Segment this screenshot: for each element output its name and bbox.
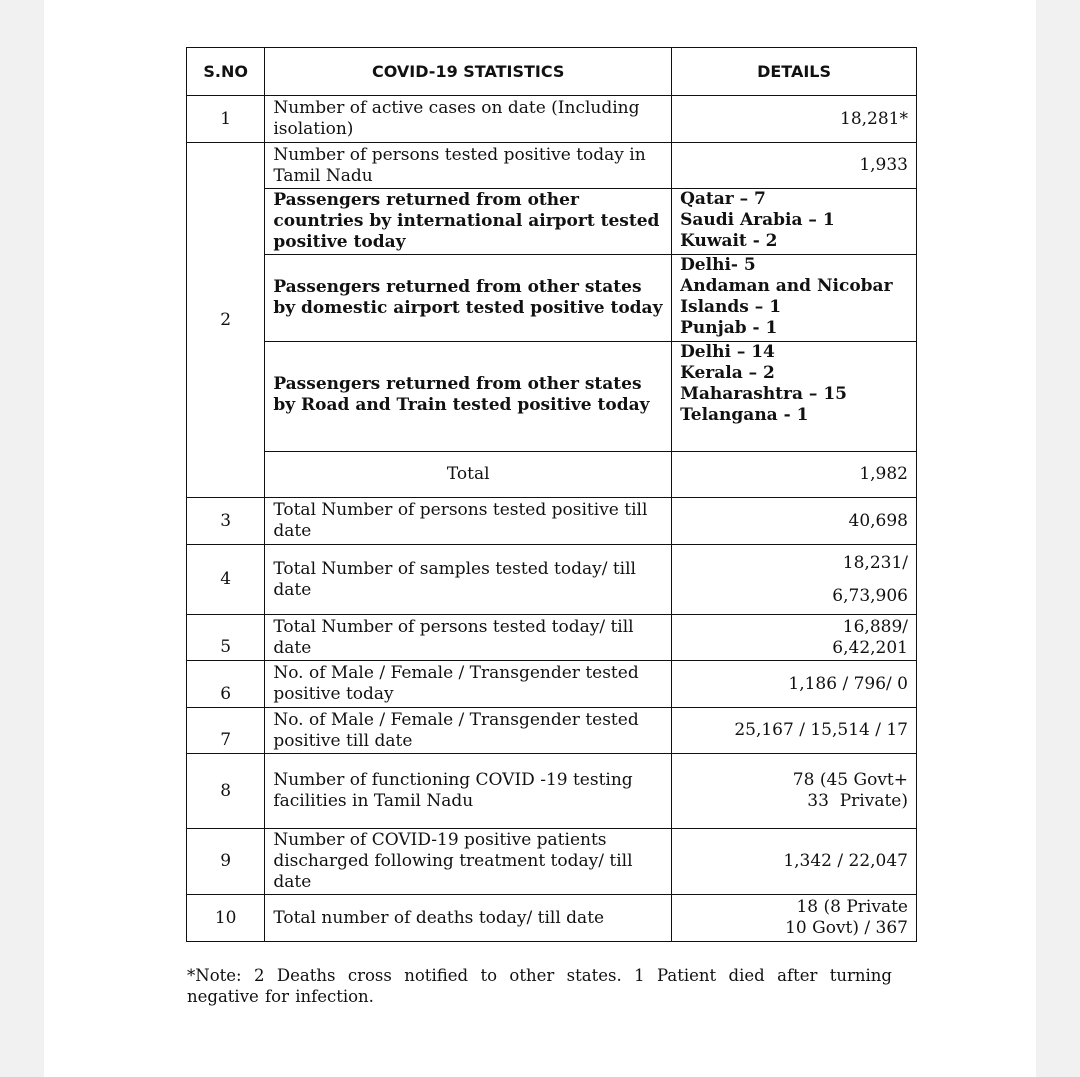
table-header-row xyxy=(187,48,917,96)
row-statistic: Total Number of persons tested positive till date xyxy=(265,498,672,545)
row-detail: 1,342 / 22,047 xyxy=(672,829,917,895)
row-detail: 18,281* xyxy=(672,96,917,143)
row-statistic: Passengers returned from other states by Road and Train tested positive today xyxy=(265,342,672,452)
table-row xyxy=(187,754,917,829)
detail-line: 6,73,906 xyxy=(832,585,908,606)
row-detail xyxy=(672,342,917,452)
row-statistic: Number of active cases on date (Including isolation) xyxy=(265,96,672,143)
detail-line: Saudi Arabia – 1 xyxy=(680,210,835,230)
detail-line: 10 Govt) / 367 xyxy=(785,918,908,938)
table-row xyxy=(187,143,917,189)
row-sno: 6 xyxy=(187,661,265,708)
detail-line: Islands – 1 xyxy=(680,297,782,317)
row-sno: 2 xyxy=(187,143,265,498)
table-row xyxy=(187,661,917,708)
detail-line: Telangana - 1 xyxy=(680,405,809,425)
row-statistic: Total Number of samples tested today/ till date xyxy=(265,545,672,615)
table-row xyxy=(187,545,917,615)
row-statistic: No. of Male / Female / Transgender tested positive till date xyxy=(265,708,672,754)
row-detail: 40,698 xyxy=(672,498,917,545)
detail-line: 6,42,201 xyxy=(832,637,908,658)
row-sno: 5 xyxy=(187,615,265,661)
row-sno: 1 xyxy=(187,96,265,143)
row-statistic: No. of Male / Female / Transgender tested positive today xyxy=(265,661,672,708)
table-row xyxy=(187,96,917,143)
header-details: DETAILS xyxy=(672,48,917,96)
row-sno: 3 xyxy=(187,498,265,545)
row-statistic: Number of functioning COVID -19 testing facilities in Tamil Nadu xyxy=(265,754,672,829)
row-sno: 9 xyxy=(187,829,265,895)
covid-statistics-table xyxy=(186,47,917,942)
row-detail xyxy=(672,255,917,342)
detail-line: 18,231/ xyxy=(842,552,908,573)
row-sno: 4 xyxy=(187,545,265,615)
row-detail xyxy=(672,545,917,615)
row-detail: 25,167 / 15,514 / 17 xyxy=(672,708,917,754)
table-row xyxy=(187,189,917,255)
detail-line: Maharashtra – 15 xyxy=(680,384,847,404)
row-sno: 8 xyxy=(187,754,265,829)
row-sno: 10 xyxy=(187,895,265,942)
row-statistic: Passengers returned from other states by domestic airport tested positive today xyxy=(265,255,672,342)
detail-line: 18 (8 Private xyxy=(796,897,908,917)
row-statistic: Number of COVID-19 positive patients discharged following treatment today/ till date xyxy=(265,829,672,895)
detail-line: Delhi – 14 xyxy=(680,342,775,362)
row-detail xyxy=(672,189,917,255)
footnote: *Note: 2 Deaths cross notified to other states. 1 Patient died after turning negative for infection. xyxy=(187,966,892,1006)
row-detail: 1,933 xyxy=(672,143,917,189)
header-sno: S.NO xyxy=(187,48,265,96)
table-row xyxy=(187,829,917,895)
detail-line: Kerala – 2 xyxy=(680,363,775,383)
table-row xyxy=(187,255,917,342)
detail-line: Andaman and Nicobar xyxy=(680,276,893,296)
row-sno: 7 xyxy=(187,708,265,754)
detail-line: 78 (45 Govt+ xyxy=(792,770,908,790)
detail-line: Delhi- 5 xyxy=(680,255,756,275)
detail-line: 16,889/ xyxy=(842,616,908,637)
table-row xyxy=(187,895,917,942)
row-statistic: Number of persons tested positive today in Tamil Nadu xyxy=(265,143,672,189)
row-detail xyxy=(672,615,917,661)
row-statistic: Passengers returned from other countries by international airport tested positive today xyxy=(265,189,672,255)
row-total-value: 1,982 xyxy=(672,452,917,498)
detail-line: Kuwait - 2 xyxy=(680,231,778,251)
table-row xyxy=(187,615,917,661)
row-detail xyxy=(672,754,917,829)
row-total-label: Total xyxy=(265,452,672,498)
detail-line: Punjab - 1 xyxy=(680,318,778,338)
header-statistics: COVID-19 STATISTICS xyxy=(265,48,672,96)
row-statistic: Total Number of persons tested today/ till date xyxy=(265,615,672,661)
row-statistic: Total number of deaths today/ till date xyxy=(265,895,672,942)
row-detail xyxy=(672,895,917,942)
table-row xyxy=(187,342,917,452)
detail-line: 33 Private) xyxy=(807,791,908,811)
table-row xyxy=(187,452,917,498)
table-row xyxy=(187,498,917,545)
detail-line: Qatar – 7 xyxy=(680,189,766,209)
table-row xyxy=(187,708,917,754)
row-detail: 1,186 / 796/ 0 xyxy=(672,661,917,708)
